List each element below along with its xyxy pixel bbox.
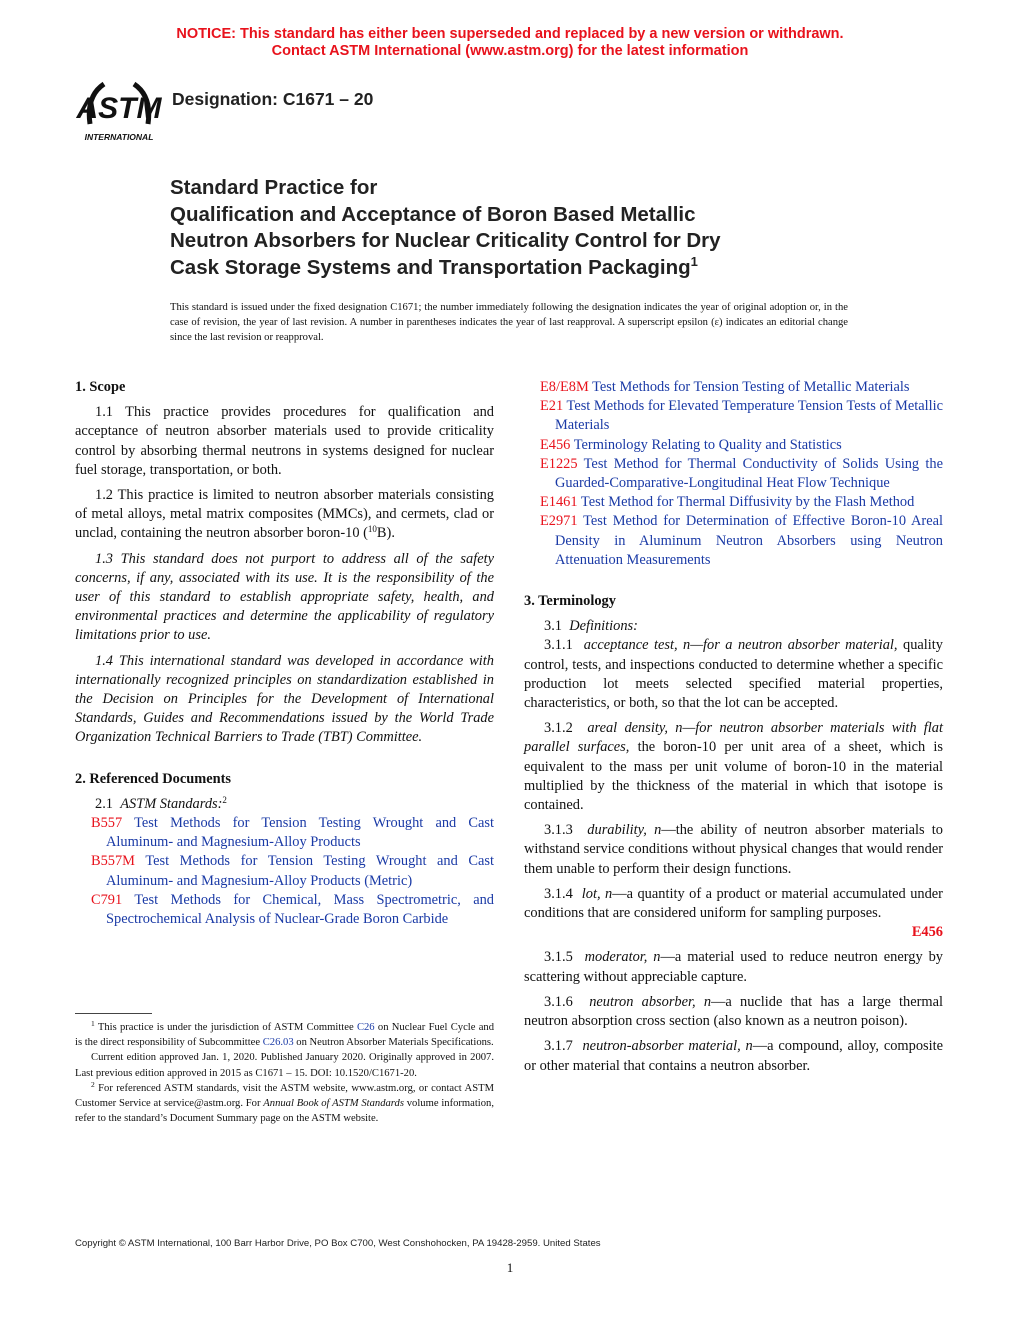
reference-item[interactable]: E8/E8M Test Methods for Tension Testing of Metallic Materials [540, 379, 910, 395]
reference-list-right [524, 378, 943, 570]
definition-3-1-6: 3.1.6 neutron absorber, n—a nuclide that has a large thermal neutron absorption cross section (also known as a neutron poison). [524, 993, 943, 1030]
notice-line-1: NOTICE: This standard has either been superseded and replaced by a new version or withdrawn. [176, 26, 844, 42]
reference-item[interactable]: E1225 Test Method for Thermal Conductivity of Solids Using the Guarded-Comparative-Longitudinal Heat Flow Technique [540, 455, 943, 492]
reference-item[interactable]: B557M Test Methods for Tension Testing Wrought and Cast Aluminum- and Magnesium-Alloy Products (Metric) [91, 853, 494, 889]
scope-heading: 1. Scope [75, 379, 126, 395]
astm-standards-label: 2.1 ASTM Standards:$^2$ [95, 794, 227, 812]
footnote-2: $^2$ For referenced ASTM standards, visit the ASTM website, www.astm.org, or contact ASTM Customer Service at service@astm.org. For Annual Book of ASTM Standards volume information, refer to the standard’s Document Summary page on the ASTM website. [75, 1079, 494, 1125]
notice-line-2: Contact ASTM International (www.astm.org) for the latest information [271, 43, 749, 59]
subcommittee-link[interactable]: C26.03 [262, 1037, 294, 1049]
reference-list-left [75, 814, 494, 929]
definition-3-1-5: 3.1.5 moderator, n—a material used to reduce neutron energy by scattering without appreciable capture. [524, 949, 943, 985]
scope-1-1: 1.1 This practice provides procedures for qualification and acceptance of neutron absorber materials used to provide criticality control by absorbing thermal neutrons in systems designed for nuclear fuel storage, transportation, or both. [75, 404, 494, 478]
scope-1-2: 1.2 This practice is limited to neutron absorber materials consisting of metal alloys, metal matrix composites (MMCs), and cermets, clad or unclad, containing the neutron absorber boron-10 ($^{10}$B). [75, 487, 494, 542]
issuance-statement: This standard is issued under the fixed designation C1671; the number immediately following the designation indicates the year of original adoption or, in the case of revision, the year of last revision. A number in parentheses indicates the year of last reapproval. A superscript epsilon (ε) indicates an editorial change since the last revision or reapproval. [170, 302, 848, 343]
title-line-1: Standard Practice for [170, 176, 378, 199]
designation: Designation: C1671 – 20 [172, 89, 374, 109]
footnote-divider [75, 1013, 152, 1014]
committee-link[interactable]: C26 [356, 1022, 375, 1033]
definition-ref-e456[interactable]: E456 [911, 924, 943, 941]
document-title [170, 175, 870, 281]
left-column [75, 378, 494, 929]
title-line-4: Cask Storage Systems and Transportation Packaging [170, 255, 691, 279]
definitions-label: 3.1 Definitions: [544, 618, 638, 635]
definition-3-1-1: 3.1.1 acceptance test, n—for a neutron absorber material, quality control, tests, and inspections conducted to determine whether a specific production lot meets selected specified material properties, characteristics, or both, so that the lot can be accepted. [524, 637, 943, 712]
supersede-notice [0, 26, 1020, 60]
reference-item[interactable]: E2971 Test Method for Determination of Effective Boron-10 Areal Density in Aluminum Neutron Absorbers using Neutron Attenuation Measurements [540, 513, 943, 568]
terminology-heading: 3. Terminology [524, 593, 616, 610]
page-number: 1 [506, 1260, 514, 1275]
scope-1-3: 1.3 This standard does not purport to address all of the safety concerns, if any, associated with its use. It is the responsibility of the user of this standard to establish appropriate safety, health, and environmental practices and determine the applicability of regulatory limitations prior to use. [75, 550, 494, 644]
definition-3-1-4: 3.1.4 lot, n—a quantity of a product or material accumulated under conditions that are considered uniform for sampling purposes. [524, 885, 943, 922]
copyright-line: Copyright © ASTM International, 100 Barr Harbor Drive, PO Box C700, West Conshohocken, PA 19428-2959. United States [75, 1238, 601, 1249]
footnote-1: $^1$ This practice is under the jurisdiction of ASTM Committee C26 on Nuclear Fuel Cycle and is the direct responsibility of Subcommittee C26.03 on Neutron Absorber Materials Specifications. [75, 1019, 495, 1049]
logo-mark: ASTM [76, 92, 162, 125]
definition-3-1-2: 3.1.2 areal density, n—for neutron absorber materials with flat parallel surfaces, the boron-10 per unit area of a sheet, which is equivalent to the mass per unit volume of boron-10 in the material multiplied by the thickness of the material in which that isotope is contained. [524, 720, 943, 814]
title-line-2: Qualification and Acceptance of Boron Based Metallic [170, 202, 696, 226]
referenced-documents-heading: 2. Referenced Documents [75, 770, 231, 787]
logo-wordmark: INTERNATIONAL [84, 132, 154, 142]
astm-logo [76, 74, 162, 144]
footnotes [75, 1020, 494, 1126]
definition-3-1-3: 3.1.3 durability, n—the ability of neutron absorber materials to withstand service conditions without physical changes that would render them unable to perform their design functions. [524, 822, 943, 877]
scope-1-4: 1.4 This international standard was developed in accordance with internationally recognized principles on standardization established in the Decision on Principles for the Development of International Standards, Guides and Recommendations issued by the World Trade Organization Technical Barriers to Trade (TBT) Committee. [75, 652, 494, 746]
reference-item[interactable]: E1461 Test Method for Thermal Diffusivity by the Flash Method [540, 494, 915, 511]
reference-item[interactable]: E21 Test Methods for Elevated Temperature Tension Tests of Metallic Materials [540, 398, 943, 434]
right-column [524, 378, 943, 1076]
reference-item[interactable]: E456 Terminology Relating to Quality and Statistics [540, 436, 842, 453]
definition-3-1-7: 3.1.7 neutron-absorber material, n—a compound, alloy, composite or other material that contains a neutron absorber. [524, 1038, 943, 1074]
title-footnote-mark: 1 [690, 253, 698, 269]
reference-item[interactable]: B557 Test Methods for Tension Testing Wrought and Cast Aluminum- and Magnesium-Alloy Products [91, 815, 495, 851]
reference-item[interactable]: C791 Test Methods for Chemical, Mass Spectrometric, and Spectrochemical Analysis of Nuclear-Grade Boron Carbide [91, 891, 494, 928]
footnote-edition: Current edition approved Jan. 1, 2020. Published January 2020. Originally approved in 2007. Last previous edition approved in 2015 as C1671 – 15. DOI: 10.1520/C1671-20. [75, 1052, 494, 1079]
title-line-3: Neutron Absorbers for Nuclear Criticality Control for Dry [170, 229, 721, 252]
